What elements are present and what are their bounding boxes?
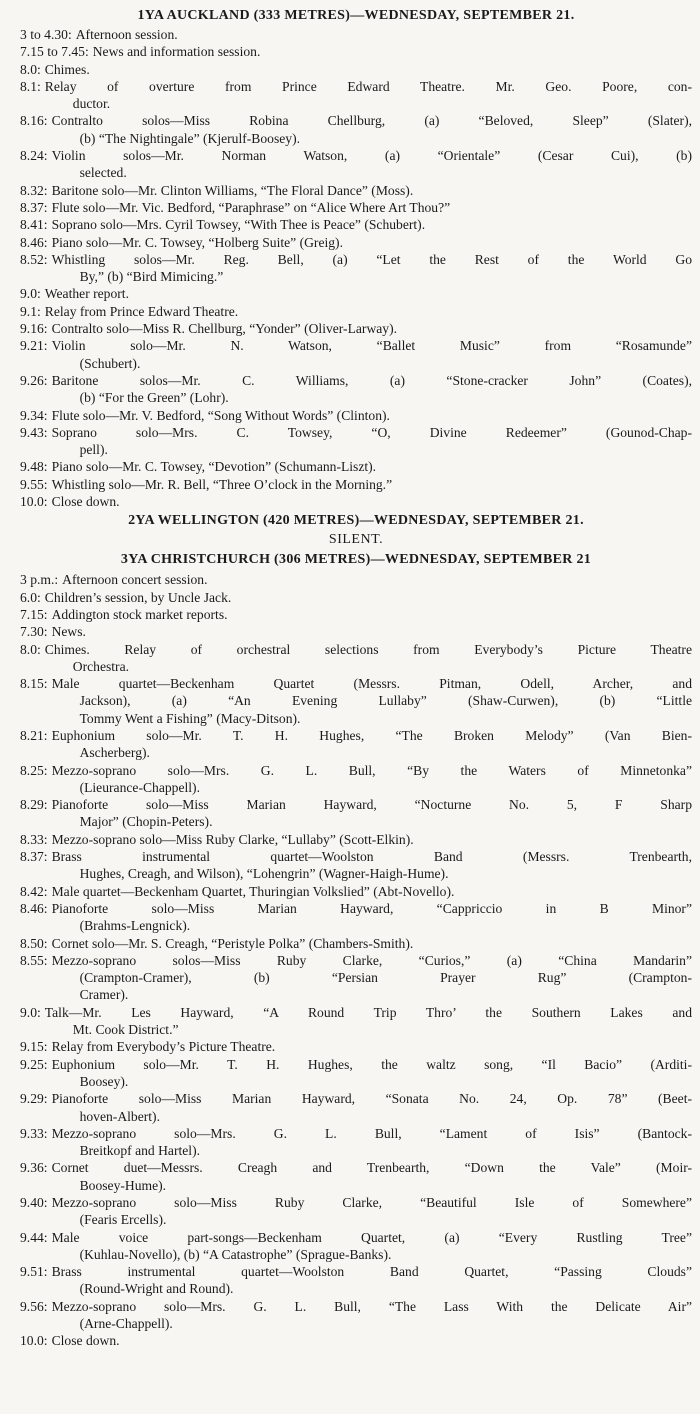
program-entry [20,1263,692,1298]
entry-description [48,407,692,424]
program-entry [20,1332,692,1349]
entry-line: Euphonium solo—Mr. T. H. Hughes, “The Broken Melody” (Van Bien- [51,727,692,743]
entry-line: Chimes. Relay of orchestral selections from Everybody’s Picture Theatre [44,641,692,657]
entry-time: 8.55: [20,952,48,968]
entry-description [48,199,692,216]
entry-time: 9.25: [20,1056,48,1072]
entry-description [48,952,692,1004]
station-heading: 2YA WELLINGTON (420 METRES)—WEDNESDAY, SEPTEMBER 21. [128,513,584,529]
program-entry [20,78,692,113]
entry-line: Violin solos—Mr. Norman Watson, (a) “Orientale” (Cesar Cui), (b) [51,148,692,164]
entry-description [48,883,692,900]
entry-description [48,476,692,493]
entry-line: hoven-Albert). [79,1108,160,1124]
program-entry [20,1125,692,1160]
program-entry [20,883,692,900]
entry-line: Flute solo—Mr. V. Bedford, “Song Without Words” (Clinton). [51,407,390,423]
entry-line: Orchestra. [72,658,130,674]
entry-line: Mezzo-soprano solo—Mrs. G. L. Bull, “By the Waters of Minnetonka” [51,762,692,778]
entry-line: Talk—Mr. Les Hayward, “A Round Trip Thro’ the Southern Lakes and [44,1004,692,1020]
entry-line: Relay from Everybody’s Picture Theatre. [51,1039,276,1055]
program-entry [20,1090,692,1125]
program-entry [20,476,692,493]
entry-time: 8.41: [20,217,48,233]
entry-description [48,112,692,147]
program-entry [20,458,692,475]
entry-line: (Kuhlau-Novello), (b) “A Catastrophe” (Sprague-Banks). [79,1246,392,1262]
entry-time: 3 to 4.30: [20,27,72,42]
program-entry [20,285,692,302]
entry-time: 8.52: [20,251,48,267]
program-entry [20,623,692,640]
program-entry [20,337,692,372]
entry-line: (Round-Wright and Round). [79,1281,234,1297]
entry-line: Mezzo-soprano solo—Miss Ruby Clarke, “Lullaby” (Scott-Elkin). [51,831,414,847]
entry-line: Pianoforte solo—Miss Marian Hayward, “Sonata No. 24, Op. 78” (Beet- [51,1091,692,1107]
program-entry [20,61,692,78]
entry-line: Cornet duet—Messrs. Creagh and Trenbearth, “Down the Vale” (Moir- [51,1160,692,1176]
entry-description [48,1263,692,1298]
program-entry [20,727,692,762]
entry-description [48,234,692,251]
entry-line: Pianoforte solo—Miss Marian Hayward, “Cappriccio in B Minor” [51,900,692,916]
program-entry [20,935,692,952]
program-entry [20,641,692,676]
entry-line: Piano solo—Mr. C. Towsey, “Devotion” (Schumann-Liszt). [51,459,377,475]
program-entry [20,796,692,831]
entry-description [48,762,692,797]
entry-line: (Lieurance-Chappell). [79,779,200,795]
entry-time: 7.15 to 7.45: [20,44,89,60]
entry-time: 8.0: [20,61,41,77]
entry-description [48,1090,692,1125]
entry-line: Weather report. [44,286,129,302]
entry-time: 8.1: [20,78,41,94]
entry-description [48,458,692,475]
program-entry [20,831,692,848]
entry-line: Boosey-Hume). [79,1177,167,1193]
entry-line: (Arne-Chappell). [79,1316,173,1332]
entry-description [48,147,692,182]
entry-line: Close down. [51,1333,120,1349]
entry-line: Close down. [51,494,120,510]
entry-time: 9.34: [20,407,48,423]
entry-line: Whistling solos—Mr. Reg. Bell, (a) “Let the Rest of the World Go [51,251,692,267]
entry-line: Contralto solo—Miss R. Chellburg, “Yonder” (Oliver-Larway). [51,321,398,337]
program-entry [20,43,692,60]
program-entry [20,900,692,935]
program-entry [20,320,692,337]
entry-time: 8.46: [20,234,48,250]
entry-time: 9.29: [20,1091,48,1107]
entry-line: Pianoforte solo—Miss Marian Hayward, “Nocturne No. 5, F Sharp [51,797,692,813]
entry-description [48,1056,692,1091]
entry-description [48,935,692,952]
program-entry [20,589,692,606]
program-entry [20,1159,692,1194]
entry-time: 9.0: [20,1004,41,1020]
program-entry [20,216,692,233]
entry-description [48,623,692,640]
program-entry [20,848,692,883]
program-entry [20,147,692,182]
entry-description [41,303,692,320]
entry-time: 8.29: [20,797,48,813]
entry-line: Baritone solo—Mr. Clinton Williams, “The Floral Dance” (Moss). [51,182,414,198]
entry-time: 8.32: [20,182,48,198]
entry-line: Male quartet—Beckenham Quartet, Thuringian Volkslied” (Abt-Novello). [51,883,455,899]
entry-time: 10.0: [20,1333,48,1349]
entry-line: Relay of overture from Prince Edward Theatre. Mr. Geo. Poore, con- [44,78,692,94]
entry-time: 8.21: [20,727,48,743]
entry-description [41,589,692,606]
entry-line: Tommy Went a Fishing” (Macy-Ditson). [79,710,301,726]
entry-time: 9.55: [20,476,48,492]
entry-time: 9.48: [20,459,48,475]
entry-description [41,61,692,78]
entry-line: Soprano solo—Mrs. C. Towsey, “O, Divine Redeemer” (Gounod-Chap- [51,424,692,440]
entry-line: Mt. Cook District.” [72,1022,179,1038]
entry-line: (Fearis Ercells). [79,1212,167,1228]
entry-description [48,1125,692,1160]
entry-time: 8.42: [20,883,48,899]
entry-description [41,1004,692,1039]
program-entry [20,762,692,797]
station-2ya-wellington [20,511,692,548]
entry-line: Mezzo-soprano solo—Mrs. G. L. Bull, “Lament of Isis” (Bantock- [51,1125,692,1141]
entry-line: Major” (Chopin-Peters). [79,814,213,830]
entry-line: Breitkopf and Hartel). [79,1143,200,1159]
entry-time: 8.37: [20,199,48,215]
entry-line: Relay from Prince Edward Theatre. [44,303,239,319]
program-entry [20,251,692,286]
entry-line: News. [51,624,86,640]
entry-description [48,1038,692,1055]
entry-description [41,641,692,676]
entry-line: Violin solo—Mr. N. Watson, “Ballet Music” from “Rosamunde” [51,338,692,354]
entry-time: 8.46: [20,900,48,916]
entry-time: 9.1: [20,303,41,319]
entry-description [58,571,692,588]
entry-line: Boosey). [79,1073,129,1089]
program-entry [20,1056,692,1091]
entry-description [72,26,692,43]
entry-time: 9.15: [20,1039,48,1055]
entry-time: 9.33: [20,1125,48,1141]
entry-time: 8.0: [20,641,41,657]
entry-time: 9.56: [20,1298,48,1314]
entry-time: 9.21: [20,338,48,354]
entry-description [48,1332,692,1349]
program-list [20,26,692,510]
program-entry [20,571,692,588]
entry-line: pell). [79,442,108,458]
entry-line: Afternoon session. [75,27,178,42]
entry-description [48,1298,692,1333]
entry-time: 8.37: [20,849,48,865]
entry-time: 8.25: [20,762,48,778]
entry-description [48,675,692,727]
entry-time: 8.16: [20,113,48,129]
entry-time: 8.15: [20,676,48,692]
entry-time: 10.0: [20,494,48,510]
entry-description [48,182,692,199]
entry-line: Ascherberg). [79,745,150,761]
program-entry [20,1229,692,1264]
entry-description [48,796,692,831]
entry-line: selected. [79,165,127,181]
entry-line: Jackson), (a) “An Evening Lullaby” (Shaw-Curwen), (b) “Little [79,693,692,709]
entry-line: Children’s session, by Uncle Jack. [44,589,232,605]
entry-time: 9.26: [20,372,48,388]
entry-line: Cornet solo—Mr. S. Creagh, “Peristyle Polka” (Chambers-Smith). [51,935,414,951]
entry-time: 3 p.m.: [20,572,59,588]
entry-description [48,848,692,883]
entry-description [48,831,692,848]
entry-line: Addington stock market reports. [51,606,228,622]
entry-description [48,251,692,286]
entry-line: Baritone solos—Mr. C. Williams, (a) “Stone-cracker John” (Coates), [51,372,692,388]
program-entry [20,675,692,727]
entry-line: Male quartet—Beckenham Quartet (Messrs. Pitman, Odell, Archer, and [51,676,692,692]
entry-line: (Crampton-Cramer), (b) “Persian Prayer Rug” (Crampton- [79,970,692,986]
program-entry [20,26,692,43]
entry-description [48,1229,692,1264]
program-entry [20,424,692,459]
entry-time: 7.15: [20,606,48,622]
entry-time: 9.0: [20,286,41,302]
program-list [20,571,692,1349]
program-entry [20,199,692,216]
entry-time: 7.30: [20,624,48,640]
entry-line: Piano solo—Mr. C. Towsey, “Holberg Suite” (Greig). [51,234,343,250]
entry-description [48,216,692,233]
entry-line: Contralto solos—Miss Robina Chellburg, (a) “Beloved, Sleep” (Slater), [51,113,692,129]
entry-description [48,424,692,459]
entry-time: 8.24: [20,148,48,164]
program-entry [20,234,692,251]
entry-description [48,1159,692,1194]
program-entry [20,407,692,424]
silent-note: SILENT. [328,532,384,548]
program-entry [20,1194,692,1229]
entry-line: Soprano solo—Mrs. Cyril Towsey, “With Thee is Peace” (Schubert). [51,217,426,233]
entry-time: 8.50: [20,935,48,951]
program-entry [20,182,692,199]
entry-line: (Schubert). [79,355,141,371]
entry-line: Euphonium solo—Mr. T. H. Hughes, the waltz song, “Il Bacio” (Arditi- [51,1056,692,1072]
entry-line: ductor. [72,96,111,112]
entry-time: 9.51: [20,1264,48,1280]
entry-description [48,493,692,510]
program-entry [20,1298,692,1333]
entry-line: Mezzo-soprano solo—Mrs. G. L. Bull, “The Lass With the Delicate Air” [51,1298,692,1314]
entry-description [48,372,692,407]
entry-time: 9.43: [20,424,48,440]
entry-description [48,900,692,935]
station-3ya-christchurch [20,550,692,1349]
station-heading: 3YA CHRISTCHURCH (306 METRES)—WEDNESDAY, SEPTEMBER 21 [120,552,592,568]
entry-description [48,337,692,372]
entry-line: Brass instrumental quartet—Woolston Band (Messrs. Trenbearth, [51,849,692,865]
entry-time: 9.44: [20,1229,48,1245]
program-entry [20,303,692,320]
program-entry [20,372,692,407]
entry-time: 9.40: [20,1195,48,1210]
entry-line: (Brahms-Lengnick). [79,918,191,934]
entry-line: (b) “For the Green” (Lohr). [79,390,229,406]
entry-line: Whistling solo—Mr. R. Bell, “Three O’clock in the Morning.” [51,476,393,492]
station-1ya-auckland [20,6,692,510]
entry-line: Cramer). [79,987,129,1003]
entry-time: 9.16: [20,321,48,337]
entry-description [41,78,692,113]
entry-description [48,320,692,337]
program-entry [20,1004,692,1039]
entry-description [41,285,692,302]
entry-line: Afternoon concert session. [62,572,208,588]
entry-line: Mezzo-soprano solos—Miss Ruby Clarke, “Curios,” (a) “China Mandarin” [51,952,692,968]
entry-time: 9.36: [20,1160,48,1176]
entry-line: Hughes, Creagh, and Wilson), “Lohengrin” (Wagner-Haigh-Hume). [79,866,449,882]
entry-line: Chimes. [44,61,90,77]
entry-time: 6.0: [20,589,41,605]
entry-description [89,43,692,60]
entry-line: Flute solo—Mr. Vic. Bedford, “Paraphrase” on “Alice Where Art Thou?” [51,199,451,215]
program-entry [20,606,692,623]
entry-line: Mezzo-soprano solo—Miss Ruby Clarke, “Beautiful Isle of Somewhere” [51,1195,692,1210]
program-entry [20,952,692,1004]
entry-line: News and information session. [92,44,261,60]
entry-description [48,727,692,762]
entry-description [48,606,692,623]
station-heading: 1YA AUCKLAND (333 METRES)—WEDNESDAY, SEPTEMBER 21. [137,8,575,23]
entry-line: Male voice part-songs—Beckenham Quartet, (a) “Every Rustling Tree” [51,1229,692,1245]
entry-line: Brass instrumental quartet—Woolston Band Quartet, “Passing Clouds” [51,1264,692,1280]
program-entry [20,112,692,147]
entry-line: By,” (b) “Bird Mimicing.” [79,269,224,285]
program-entry [20,493,692,510]
entry-time: 8.33: [20,831,48,847]
entry-line: (b) “The Nightingale” (Kjerulf-Boosey). [79,130,301,146]
program-entry [20,1038,692,1055]
entry-description [48,1194,692,1229]
